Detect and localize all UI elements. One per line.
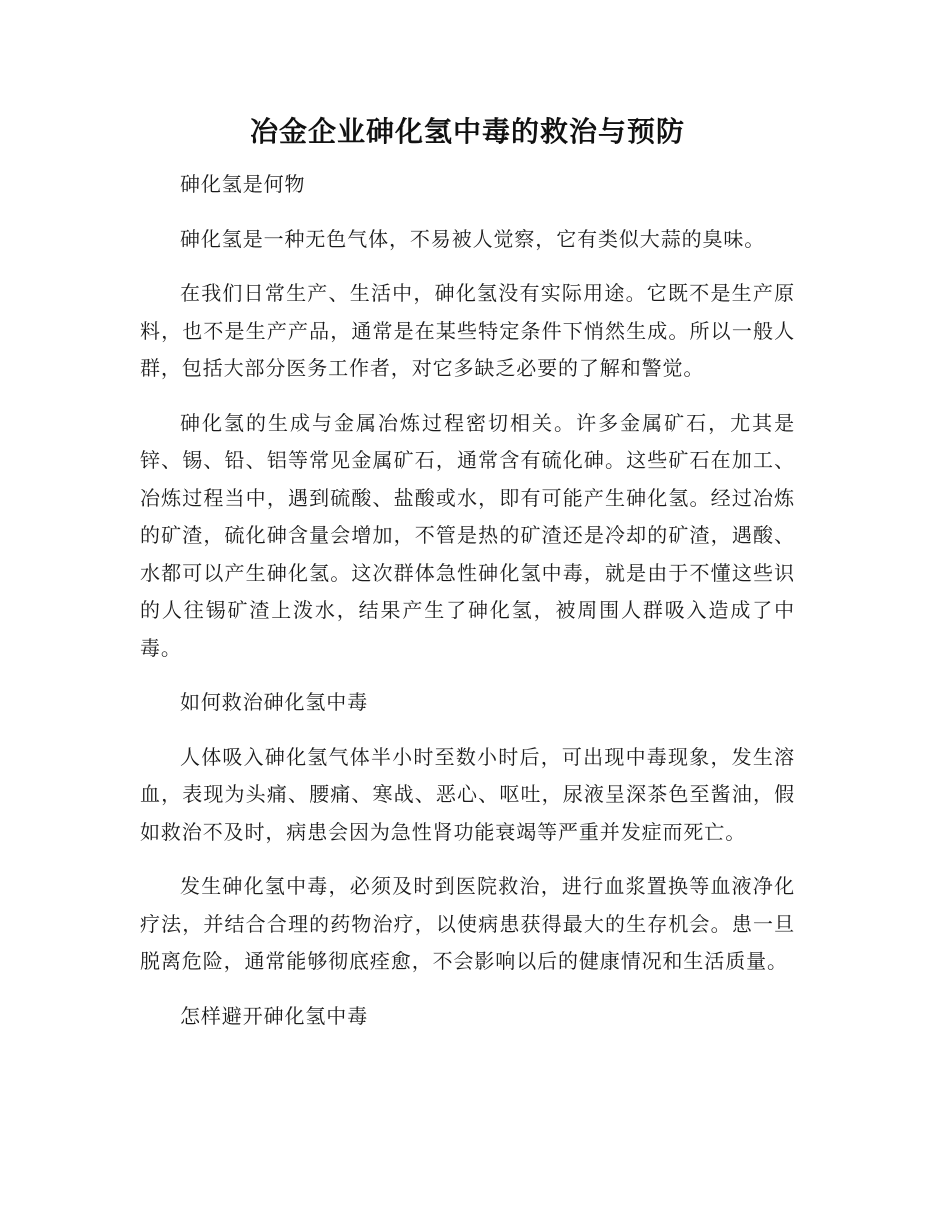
paragraph-treatment-method: 发生砷化氢中毒，必须及时到医院救治，进行血浆置换等血液净化疗法，并结合合理的药物治疗，以使病患获得最大的生存机会。患一旦脱离危险，通常能够彻底痊愈，不会影响以后的健康情况和生活质量。 [140,874,795,973]
section-heading-prevention: 怎样避开砷化氢中毒 [180,1003,369,1028]
paragraph-arsine-generation: 砷化氢的生成与金属冶炼过程密切相关。许多金属矿石，尤其是锌、锡、铅、铝等常见金属矿石，通常含有硫化砷。这些矿石在加工、冶炼过程当中，遇到硫酸、盐酸或水，即有可能产生砷化氢。经过冶炼的矿渣，硫化砷含量会增加，不管是热的矿渣还是冷却的矿渣，遇酸、水都可以产生砷化氢。这次群体急性砷化氢中毒，就是由于不懂这些识的人往锡矿渣上泼水，结果产生了砷化氢，被周围人群吸入造成了中毒。 [140,410,795,660]
paragraph-poisoning-symptoms: 人体吸入砷化氢气体半小时至数小时后，可出现中毒现象，发生溶血，表现为头痛、腰痛、寒战、恶心、呕吐，尿液呈深茶色至酱油，假如救治不及时，病患会因为急性肾功能衰竭等严重并发症而死亡。 [140,744,795,844]
document-title: 冶金企业砷化氢中毒的救治与预防 [249,115,685,148]
section-heading-what-is-arsine: 砷化氢是何物 [180,172,306,196]
section-heading-treatment: 如何救治砷化氢中毒 [180,690,369,714]
paragraph-arsine-description: 砷化氢是一种无色气体，不易被人觉察，它有类似大蒜的臭味。 [180,226,766,251]
paragraph-arsine-usage: 在我们日常生产、生活中，砷化氢没有实际用途。它既不是生产原料，也不是生产产品，通常是在某些特定条件下悄然生成。所以一般人群，包括大部分医务工作者，对它多缺乏必要的了解和警觉。 [140,281,795,380]
document-page [140,108,795,1052]
